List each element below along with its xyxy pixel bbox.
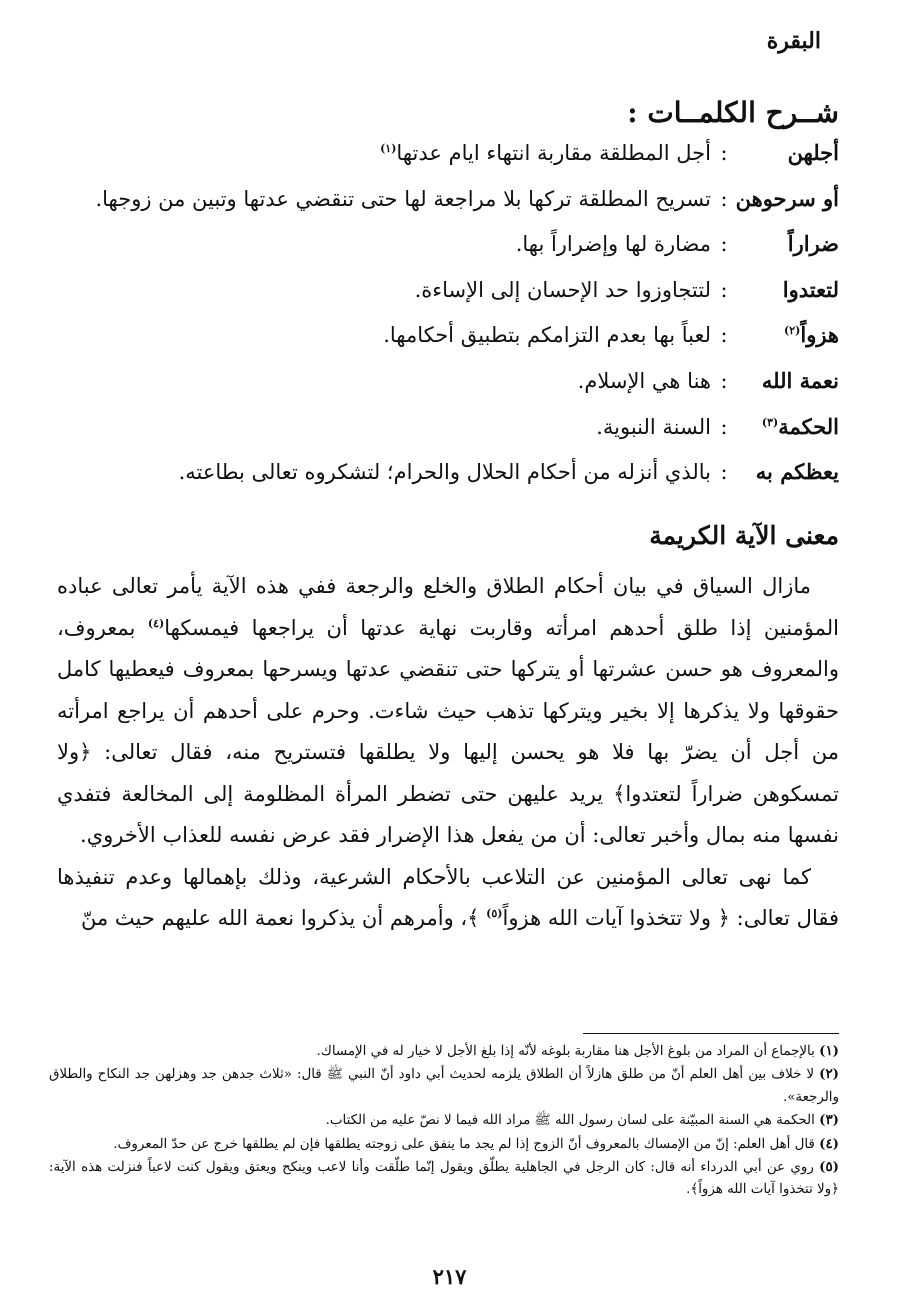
glossary-colon: :	[720, 186, 728, 211]
running-header: البقرة	[766, 28, 821, 54]
glossary-term: ضراراً	[787, 231, 839, 257]
footnote-marker: (٣)	[761, 415, 779, 429]
glossary-term: أو سرحوهن	[735, 185, 839, 211]
footnote-number: (٣)	[819, 1112, 839, 1129]
meaning-title: معنى الآية الكريمة	[649, 521, 839, 550]
footnote-text: لا خلاف بين أهل العلم أنّ من طلق هازلاً أن الطلاق يلزمه لحديث أبي داود أنّ النبي ﷺ قال: «ثلاث جدهن جد وهزلهن جد النكاح والطلاق والرجعة».	[49, 1067, 839, 1105]
glossary-definition: بالذي أنزله من أحكام الحلال والحرام؛ لتشكروه تعالى بطاعته.	[178, 460, 711, 485]
glossary-row	[49, 277, 839, 323]
glossary-definition: مضارة لها وإضراراً بها.	[515, 232, 711, 257]
glossary-term: نعمة الله	[761, 367, 839, 393]
glossary-definition: السنة النبوية.	[596, 414, 711, 439]
glossary-list	[49, 140, 839, 505]
glossary-definition: أجل المطلقة مقاربة انتهاء ايام عدتها	[396, 141, 711, 165]
glossary-row	[49, 414, 839, 460]
glossary-colon: :	[720, 460, 728, 485]
glossary-colon: :	[720, 414, 728, 439]
footnote-text: قال أهل العلم: إنّ من الإمساك بالمعروف أنّ الزوج إذا لم يجد ما ينفق على زوجته يطلقها فإن لم يطلقها خرج عن حدّ المعروف.	[113, 1136, 815, 1152]
glossary-term: هزواً	[800, 322, 839, 348]
footnote	[49, 1156, 839, 1202]
footnote-number: (١)	[819, 1043, 839, 1059]
glossary-definition: تسريح المطلقة تركها بلا مراجعة لها حتى تنقضي عدتها وتبين من زوجها.	[95, 186, 711, 211]
glossary-colon: :	[720, 232, 728, 257]
glossary-term: يعظكم به	[755, 459, 839, 485]
glossary-row	[49, 186, 839, 232]
glossary-definition: هنا هي الإسلام.	[577, 368, 711, 393]
glossary-term: أجلهن	[787, 140, 839, 165]
footnote-text: الحكمة هي السنة المبيّنة على لسان رسول الله ﷺ مراد الله فيما لا نصّ عليه من الكتاب.	[325, 1113, 815, 1129]
glossary-row	[49, 459, 839, 505]
footnote	[49, 1109, 839, 1132]
glossary-colon: :	[720, 368, 728, 393]
glossary-term: الحكمة	[778, 413, 839, 439]
glossary-definition: لعباً بها بعدم التزامكم بتطبيق أحكامها.	[383, 323, 711, 348]
glossary-row	[49, 322, 839, 368]
footnote-marker: (١)	[380, 142, 397, 155]
glossary-row	[49, 368, 839, 414]
footnote-marker: (٥)	[486, 907, 503, 920]
footnote-marker: (٤)	[147, 616, 165, 630]
footnote-number: (٤)	[819, 1135, 839, 1152]
glossary-term: لتعتدوا	[782, 276, 839, 302]
footnote-number: (٥)	[819, 1159, 839, 1176]
meaning-paragraph: مازال السياق في بيان أحكام الطلاق والخلع والرجعة ففي هذه الآية يأمر تعالى عباده المؤمنين إذا طلق أحدهم امرأته وقاربت نهاية عدتها أن يراجعها فيمسكها$^{(٤)}$ بمعروف، والمعروف هو حسن عشرتها أو يتركها حتى تنقضي عدتها ويسرحها بمعروف فيعطيها كامل حقوقها ولا يذكرها إلا بخير ويتركها تذهب حيث شاءت. وحرم على أحدهم أن يراجع امرأته من أجل أن يضرّ بها فلا هو يحسن إليها ولا يطلقها فتستريح منه، فقال تعالى: ﴿ولا تمسكوهن ضراراً لتعتدوا﴾ يريد عليهن حتى تضطر المرأة المظلومة إلى المخالعة فتفدي نفسها منه بمال وأخبر تعالى: أن من يفعل هذا الإضرار فقد عرض نفسه للعذاب الأخروي.	[57, 574, 839, 847]
footnote-number: (٢)	[819, 1066, 839, 1083]
footnote	[49, 1040, 839, 1063]
glossary-row	[49, 231, 839, 277]
glossary-definition: لتتجاوزوا حد الإحسان إلى الإساءة.	[414, 277, 711, 302]
footnote	[49, 1133, 839, 1156]
glossary-colon: :	[720, 141, 728, 165]
glossary-row	[49, 140, 839, 186]
page-number: ٢١٧	[432, 1264, 467, 1289]
meaning-paragraph: كما نهى تعالى المؤمنين عن التلاعب بالأحكام الشرعية، وذلك بإهمالها وعدم تنفيذها فقال تعالى: ﴿ ولا تتخذوا آيات الله هزواً$^{(٥)}$ ﴾، وأمرهم أن يذكروا نعمة الله عليهم حيث منّ	[57, 864, 839, 930]
footnote-text: روي عن أبي الدرداء أنه قال: كان الرجل في الجاهلية يطلّق ويقول إنّما طلّقت وأنا لاعب وينكح ويعتق ويقول كنت لاعباً فنزلت هذه الآية: ﴿ولا تتخذوا آيات الله هزواً﴾.	[49, 1160, 839, 1198]
footnote-separator	[583, 1033, 839, 1034]
glossary-colon: :	[720, 277, 728, 302]
glossary-colon: :	[720, 323, 728, 348]
footnote-marker: (٢)	[784, 324, 801, 338]
meaning-body	[57, 566, 839, 940]
footnotes	[49, 1040, 839, 1202]
footnote	[49, 1063, 839, 1109]
footnote-text: بالإجماع أن المراد من بلوغ الأجل هنا مقاربة بلوغه لأنّه إذا بلغ الأجل لا خيار له في الإمساك.	[316, 1044, 815, 1059]
glossary-title: شــرح الكلمــات :	[627, 96, 839, 129]
